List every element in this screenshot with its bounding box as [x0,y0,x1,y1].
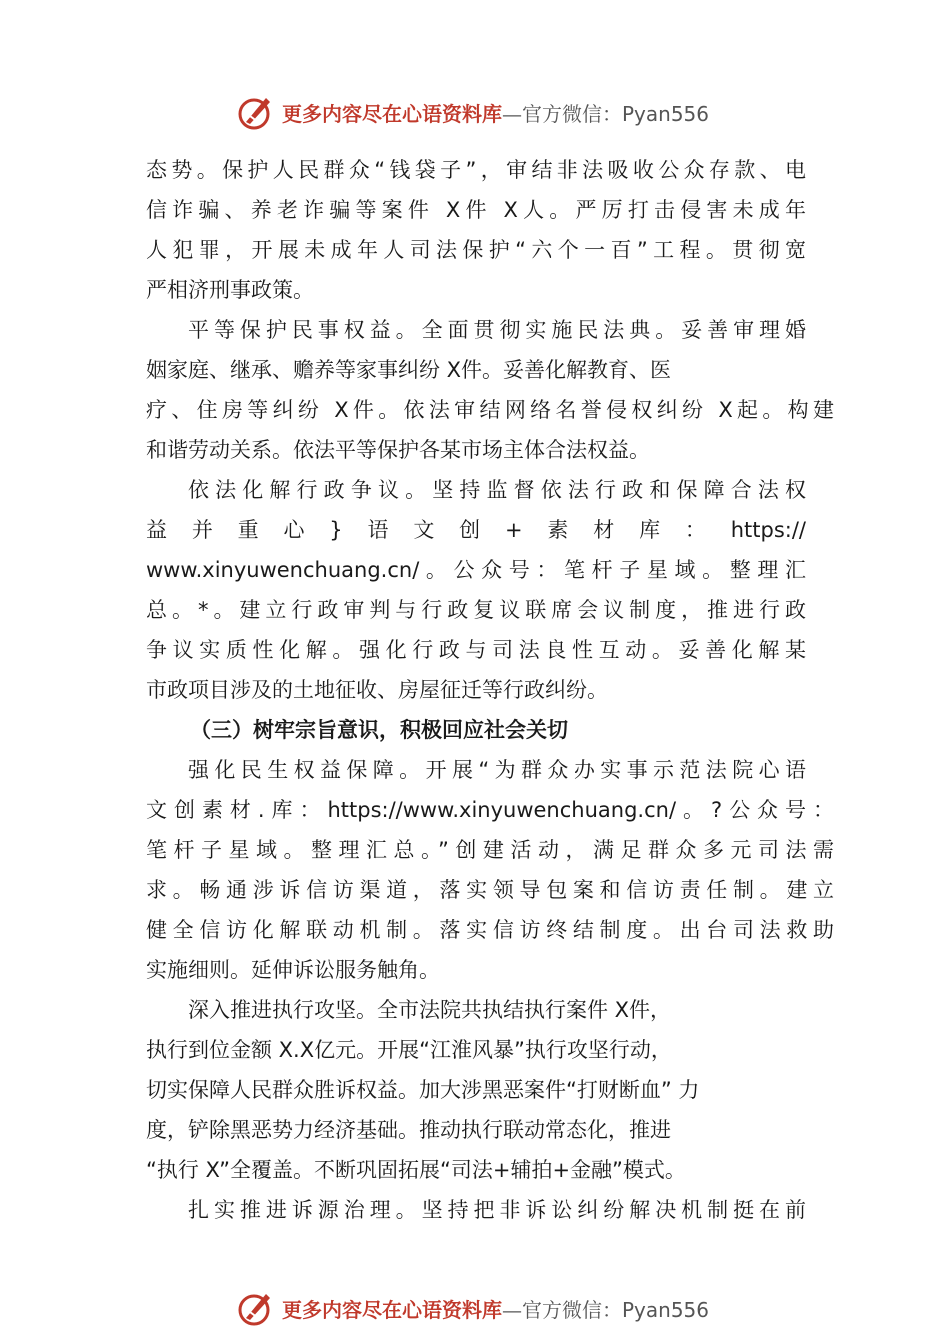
paragraph-start: 扎实推进诉源治理。坚持把非诉讼纠纷解决机制挺在前 [188,1198,806,1222]
header-banner [236,92,709,132]
footer-banner [236,1288,709,1328]
banner-text [282,1294,709,1323]
text-line: www.xinyuwenchuang.cn/。公众号：笔杆子星域。整理汇 [146,558,806,582]
text-line: 和谐劳动关系。依法平等保护各某市场主体合法权益。 [146,438,650,462]
section-heading: （三）树牢宗旨意识，积极回应社会关切 [190,718,568,742]
text-line: 姻家庭、继承、赡养等家事纠纷 X件。妥善化解教育、医 [146,358,672,382]
text-line: 度，铲除黑恶势力经济基础。推动执行联动常态化，推进 [146,1118,671,1142]
quill-logo-icon [236,1288,276,1328]
text-line: 态势。保护人民群众“钱袋子”，审结非法吸收公众存款、电 [146,158,806,182]
banner-text [282,98,709,127]
text-line: 严相济刑事政策。 [146,278,314,302]
text-line: 人犯罪，开展未成年人司法保护“六个一百”工程。贯彻宽 [146,238,806,262]
banner-official-label: 官方微信： [522,101,622,126]
banner-main-text: 更多内容尽在心语资料库 [282,1297,502,1322]
banner-wechat-id: Pyan556 [622,101,710,126]
text-line: 市政项目涉及的土地征收、房屋征迁等行政纠纷。 [146,678,608,702]
text-line: 疗、住房等纠纷 X件。依法审结网络名誉侵权纠纷 X起。构建 [146,398,834,422]
paragraph-start: 强化民生权益保障。开展“为群众办实事示范法院心语 [188,758,806,782]
paragraph-start: 平等保护民事权益。全面贯彻实施民法典。妥善审理婚 [188,318,806,342]
text-line: “执行 X”全覆盖。不断巩固拓展“司法+辅拍+金融”模式。 [146,1158,686,1182]
text-line: 争议实质性化解。强化行政与司法良性互动。妥善化解某 [146,638,806,662]
paragraph-start: 深入推进执行攻坚。全市法院共执结执行案件 X件， [188,998,672,1022]
banner-main-text: 更多内容尽在心语资料库 [282,101,502,126]
paragraph-start: 依法化解行政争议。坚持监督依法行政和保障合法权 [188,478,806,502]
text-line: 健全信访化解联动机制。落实信访终结制度。出台司法救助 [146,918,834,942]
text-line: 总。*。建立行政审判与行政复议联席会议制度，推进行政 [146,598,806,622]
text-line: 文创素材.库：https://www.xinyuwenchuang.cn/。?公众号： [146,798,834,822]
banner-wechat-id: Pyan556 [622,1297,710,1322]
text-line: 实施细则。延伸诉讼服务触角。 [146,958,440,982]
banner-dash: — [502,1297,522,1322]
text-line: 切实保障人民群众胜诉权益。加大涉黑恶案件“打财断血” 力 [146,1078,700,1102]
quill-logo-icon [236,92,276,132]
text-line: 执行到位金额 X.X亿元。开展“江淮风暴”执行攻坚行动， [146,1038,672,1062]
banner-official-label: 官方微信： [522,1297,622,1322]
banner-dash: — [502,101,522,126]
text-line: 笔杆子星域。整理汇总。”创建活动，满足群众多元司法需 [146,838,834,862]
text-line: 信诈骗、养老诈骗等案件 X件 X人。严厉打击侵害未成年 [146,198,806,222]
text-line: 求。畅通涉诉信访渠道，落实领导包案和信访责任制。建立 [146,878,834,902]
text-line: 益并重心}语文创+素材库：https:// [146,518,806,542]
